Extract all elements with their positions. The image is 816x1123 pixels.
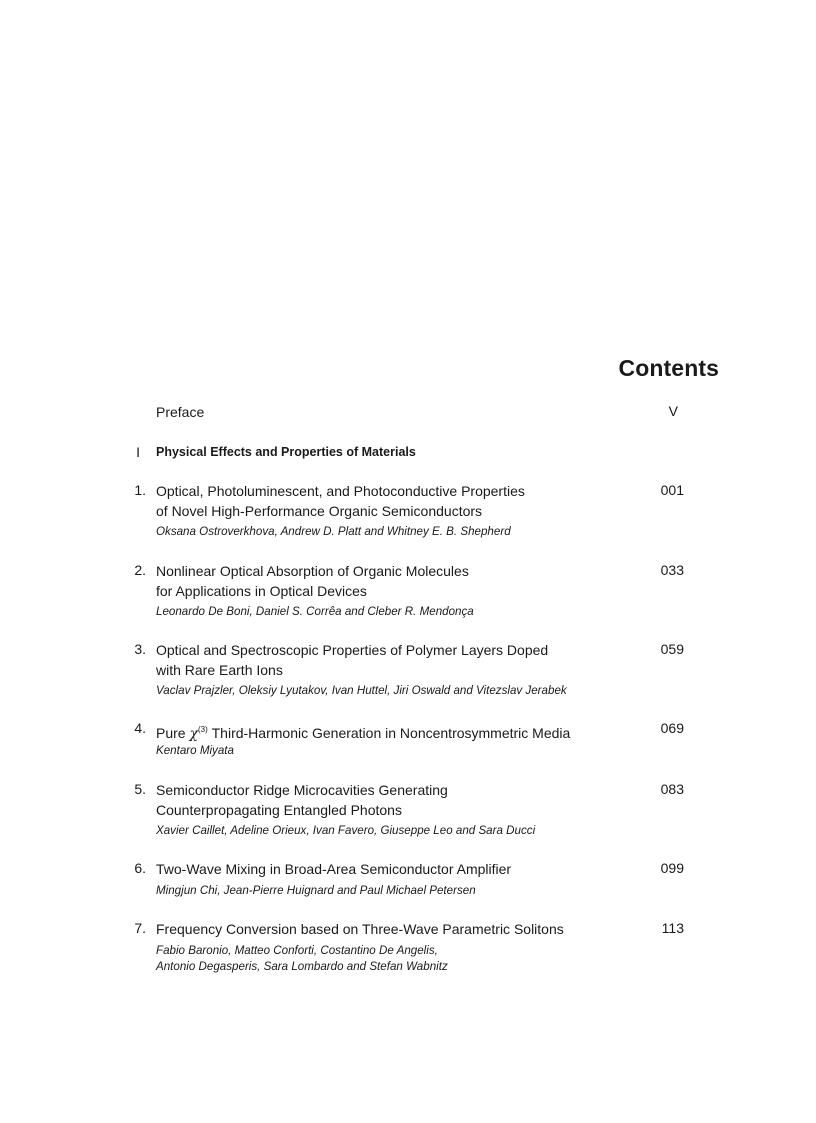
entry-title <box>156 641 636 680</box>
entry-page-number: 059 <box>660 641 684 657</box>
entry-page-number: 001 <box>660 482 684 498</box>
entry-title-suffix: Third-Harmonic Generation in Noncentrosymmetric Media <box>207 725 571 741</box>
entry-authors <box>156 524 511 540</box>
entry-page-number: 099 <box>660 860 684 876</box>
entry-authors-line: Fabio Baronio, Matteo Conforti, Costantino De Angelis, <box>156 944 438 957</box>
entry-title <box>156 482 636 521</box>
part-title: Physical Effects and Properties of Materials <box>156 445 416 459</box>
chi-superscript: (3) <box>197 725 208 734</box>
entry-title <box>156 562 636 601</box>
entry-number: 4. <box>134 720 146 736</box>
entry-title-line: for Applications in Optical Devices <box>156 582 367 599</box>
preface-label: Preface <box>156 404 205 420</box>
entry-number: 1. <box>134 482 146 498</box>
entry-authors-line: Antonio Degasperis, Sara Lombardo and Stefan Wabnitz <box>156 959 448 973</box>
chi-symbol: χ <box>189 726 198 742</box>
entry-title-line: Semiconductor Ridge Microcavities Generating <box>156 782 448 798</box>
entry-title-line: Nonlinear Optical Absorption of Organic Molecules <box>156 563 469 579</box>
entry-authors-line: Xavier Caillet, Adeline Orieux, Ivan Favero, Giuseppe Leo and Sara Ducci <box>156 824 536 837</box>
entry-number: 2. <box>134 562 146 578</box>
part-numeral: I <box>136 444 140 460</box>
entry-title <box>156 920 636 940</box>
entry-title <box>156 860 636 880</box>
entry-authors-line: Mingjun Chi, Jean-Pierre Huignard and Paul Michael Petersen <box>156 884 476 897</box>
entry-authors-line: Kentaro Miyata <box>156 744 234 757</box>
entry-number: 7. <box>134 920 146 936</box>
entry-authors <box>156 883 476 899</box>
entry-page-number: 069 <box>660 720 684 736</box>
entry-number: 6. <box>134 860 146 876</box>
entry-authors <box>156 683 567 699</box>
entry-title-line: Optical and Spectroscopic Properties of Polymer Layers Doped <box>156 642 549 658</box>
page-title: Contents <box>618 355 719 381</box>
entry-title-line: with Rare Earth Ions <box>156 661 283 678</box>
entry-title <box>156 720 636 745</box>
entry-authors <box>156 943 448 974</box>
entry-title <box>156 781 636 820</box>
entry-number: 3. <box>134 641 146 657</box>
entry-number: 5. <box>134 781 146 797</box>
entry-authors-line: Leonardo De Boni, Daniel S. Corrêa and Cleber R. Mendonça <box>156 605 474 618</box>
entry-authors-line: Oksana Ostroverkhova, Andrew D. Platt and Whitney E. B. Shepherd <box>156 525 511 538</box>
entry-page-number: 083 <box>660 781 684 797</box>
entry-title-line: Optical, Photoluminescent, and Photoconductive Properties <box>156 483 525 499</box>
entry-title-prefix: Pure <box>156 725 190 741</box>
entry-title-line: of Novel High-Performance Organic Semiconductors <box>156 502 483 519</box>
entry-authors <box>156 604 474 620</box>
entry-authors-line: Vaclav Prajzler, Oleksiy Lyutakov, Ivan Huttel, Jiri Oswald and Vitezslav Jerabek <box>156 684 567 697</box>
entry-authors <box>156 743 234 759</box>
entry-authors <box>156 823 535 839</box>
preface-page-number: V <box>668 403 678 419</box>
entry-title-line: Two-Wave Mixing in Broad-Area Semiconductor Amplifier <box>156 861 512 877</box>
entry-title-line: Frequency Conversion based on Three-Wave Parametric Solitons <box>156 921 564 937</box>
entry-page-number: 033 <box>660 562 684 578</box>
entry-page-number: 113 <box>661 920 684 936</box>
entry-title-line: Counterpropagating Entangled Photons <box>156 801 402 818</box>
